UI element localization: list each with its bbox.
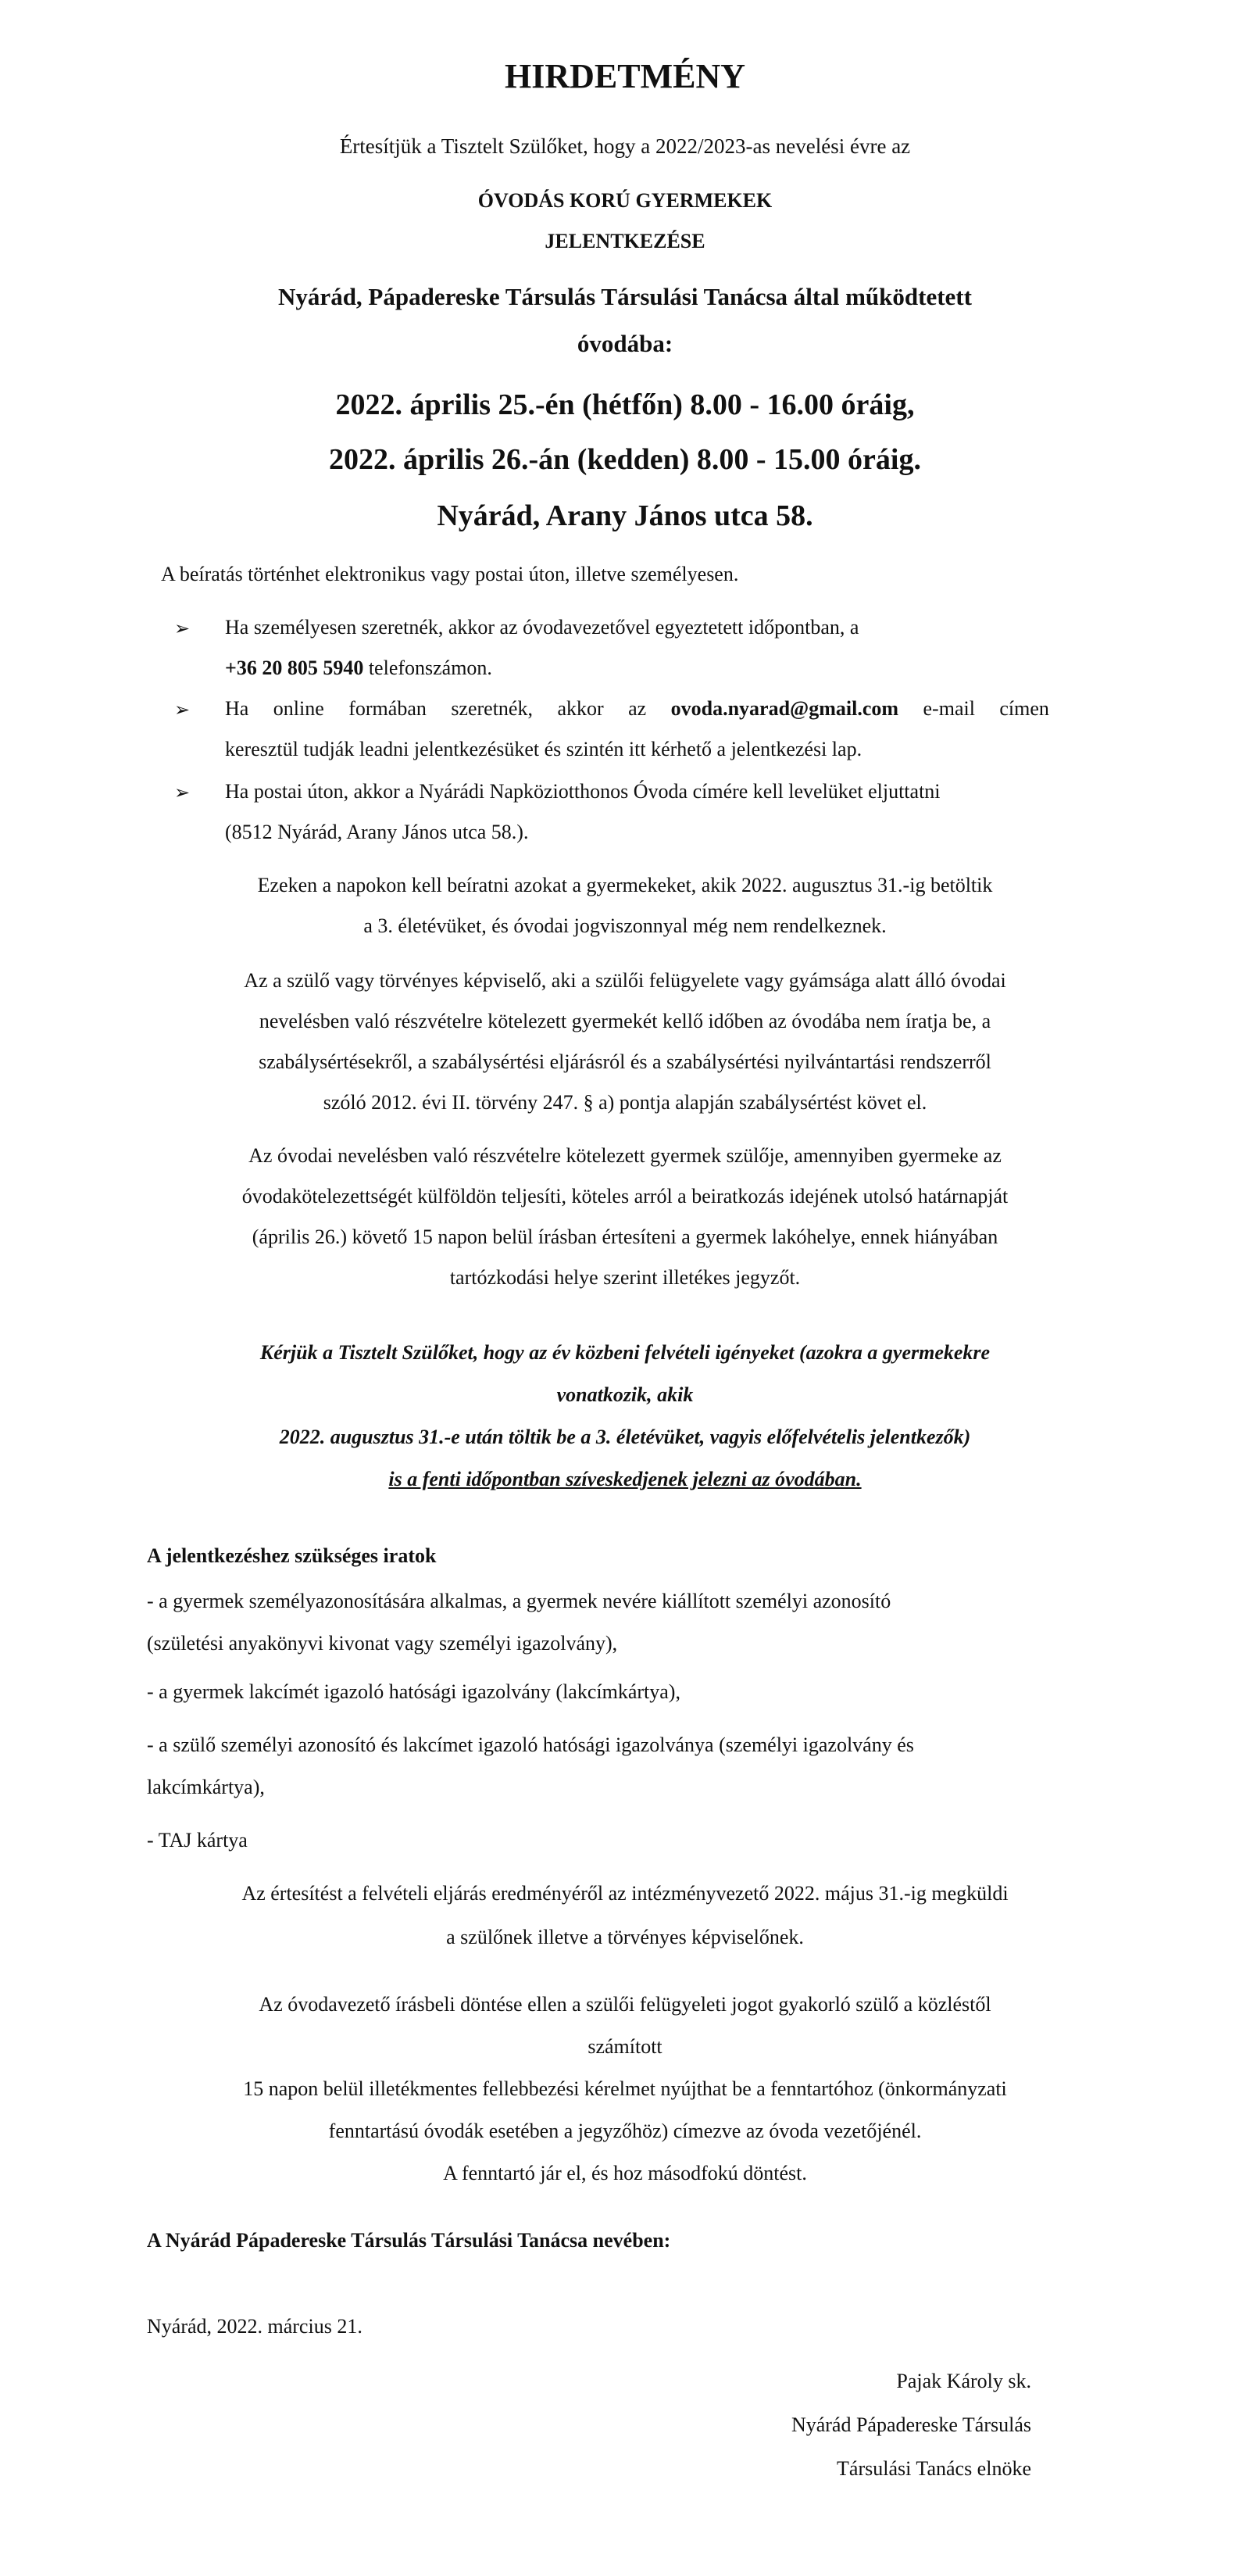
word: e-mail [923,697,975,720]
phone-number: +36 20 805 5940 [225,657,364,679]
enrollment-date: 2022. április 26.-án (kedden) 8.00 - 15.00 óráig. [329,443,921,476]
paragraph-line: Az a szülő vagy törvényes képviselő, aki a szülői felügyelete vagy gyámsága alatt álló óvodai [244,969,1006,992]
notice-line: Az értesítést a felvételi eljárás eredményéről az intézményvezető 2022. május 31.-ig megküldi [241,1882,1009,1905]
phone-suffix: telefonszámon. [363,657,492,679]
paragraph-line: tartózkodási helye szerint illetékes jegyzőt. [449,1266,801,1289]
organizer-line: Nyárád, Pápadereske Társulás Társulási Tanácsa által működtetett [278,283,972,310]
word: az [628,697,647,720]
paragraph-line: nevelésben való részvételre kötelezett gyermekét kellő időben az óvodába nem íratja be, a [259,1010,991,1032]
paragraph-line: Ezeken a napokon kell beíratni azokat a gyermekeket, akik 2022. augusztus 31.-ig betöltik [257,874,993,896]
appeal-line: A fenntartó jár el, és hoz másodfokú döntést. [443,2162,807,2184]
word: címen [999,697,1049,720]
italic-request-line: 2022. augusztus 31.-e után töltik be a 3. életévüket, vagyis előfelvételis jelentkezők) [279,1426,971,1448]
signer-role: Társulási Tanács elnöke [837,2457,1031,2480]
subtitle-line: JELENTKEZÉSE [545,230,705,252]
italic-request-line: Kérjük a Tisztelt Szülőket, hogy az év közbeni felvételi igényeket (azokra a gyermekekre [259,1341,991,1364]
bullet-text [225,697,1049,721]
word: akkor [557,697,604,720]
document-item: - a gyermek lakcímét igazoló hatósági igazolvány (lakcímkártya), [147,1680,680,1703]
notice-line: a szülőnek illetve a törvényes képviselőnek. [446,1926,804,1948]
word: Ha [225,697,249,720]
word: formában [348,697,427,720]
on-behalf-line: A Nyárád Pápadereske Társulás Társulási Tanácsa nevében: [147,2229,671,2252]
documents-heading: A jelentkezéshez szükséges iratok [147,1544,437,1567]
email-address: ovoda.nyarad@gmail.com [670,697,899,720]
paragraph-line: óvodakötelezettségét külföldön teljesíti, köteles arról a beiratkozás idejének utolsó határnapját [241,1185,1009,1208]
italic-request-underlined: is a fenti időpontban szíveskedjenek jelezni az óvodában. [388,1468,862,1490]
document-item: (születési anyakönyvi kivonat vagy személyi igazolvány), [147,1632,618,1655]
paragraph-line: (április 26.) követő 15 napon belül írásban értesíteni a gyermek lakóhelye, ennek hiányában [252,1225,998,1248]
document-item: - a gyermek személyazonosítására alkalmas, a gyermek nevére kiállított személyi azonosító [147,1590,891,1612]
appeal-line: Az óvodavezető írásbeli döntése ellen a szülői felügyeleti jogot gyakorló szülő a közléstől [259,1993,991,2016]
enrollment-date: 2022. április 25.-én (hétfőn) 8.00 - 16.00 óráig, [335,388,915,421]
bullet-text: (8512 Nyárád, Arany János utca 58.). [225,821,529,843]
italic-request-line: vonatkozik, akik [556,1383,694,1406]
enrollment-address: Nyárád, Arany János utca 58. [437,499,813,532]
italic-request-line [0,1468,1250,1491]
document-title: HIRDETMÉNY [504,57,746,95]
bullet-text [225,657,492,680]
arrow-bullet-icon: ➢ [174,700,191,721]
paragraph-line: Az óvodai nevelésben való részvételre kötelezett gyermek szülője, amennyiben gyermeke az [248,1144,1002,1167]
appeal-line: 15 napon belül illetékmentes fellebbezési kérelmet nyújthat be a fenntartóhoz (önkormányzati [243,2077,1007,2100]
paragraph-line: szabálysértésekről, a szabálysértési eljárásról és a szabálysértési nyilvántartási rendszerről [259,1050,991,1073]
bullet-text: Ha személyesen szeretnék, akkor az óvodavezetővel egyeztetett időpontban, a [225,616,859,639]
place-date: Nyárád, 2022. március 21. [147,2315,362,2338]
appeal-line: számított [588,2035,662,2058]
intro-text: Értesítjük a Tisztelt Szülőket, hogy a 2022/2023-as nevelési évre az [339,134,911,158]
arrow-bullet-icon: ➢ [174,783,191,803]
method-text: A beíratás történhet elektronikus vagy postai úton, illetve személyesen. [161,563,739,585]
paragraph-line: szóló 2012. évi II. törvény 247. § a) pontja alapján szabálysértést követ el. [323,1091,927,1114]
document-item: - TAJ kártya [147,1829,248,1852]
appeal-line: fenntartású óvodák esetében a jegyzőhöz) címezve az óvoda vezetőjénél. [328,2120,922,2142]
paragraph-line: a 3. életévüket, és óvodai jogviszonnyal még nem rendelkeznek. [363,914,887,937]
word: online [273,697,324,720]
document-item: lakcímkártya), [147,1776,265,1798]
bullet-text: keresztül tudják leadni jelentkezésüket és szintén itt kérhető a jelentkezési lap. [225,738,862,760]
signer-name: Pajak Károly sk. [896,2370,1031,2392]
word: szeretnék, [451,697,533,720]
bullet-text: Ha postai úton, akkor a Nyárádi Napköziotthonos Óvoda címére kell levelüket eljuttatni [225,780,941,803]
signer-organization: Nyárád Pápadereske Társulás [791,2413,1031,2436]
subtitle-line: ÓVODÁS KORÚ GYERMEKEK [477,189,773,212]
arrow-bullet-icon: ➢ [174,619,191,639]
organizer-line: óvodába: [577,330,673,357]
document-item: - a szülő személyi azonosító és lakcímet igazoló hatósági igazolványa (személyi igazolvány és [147,1733,914,1756]
